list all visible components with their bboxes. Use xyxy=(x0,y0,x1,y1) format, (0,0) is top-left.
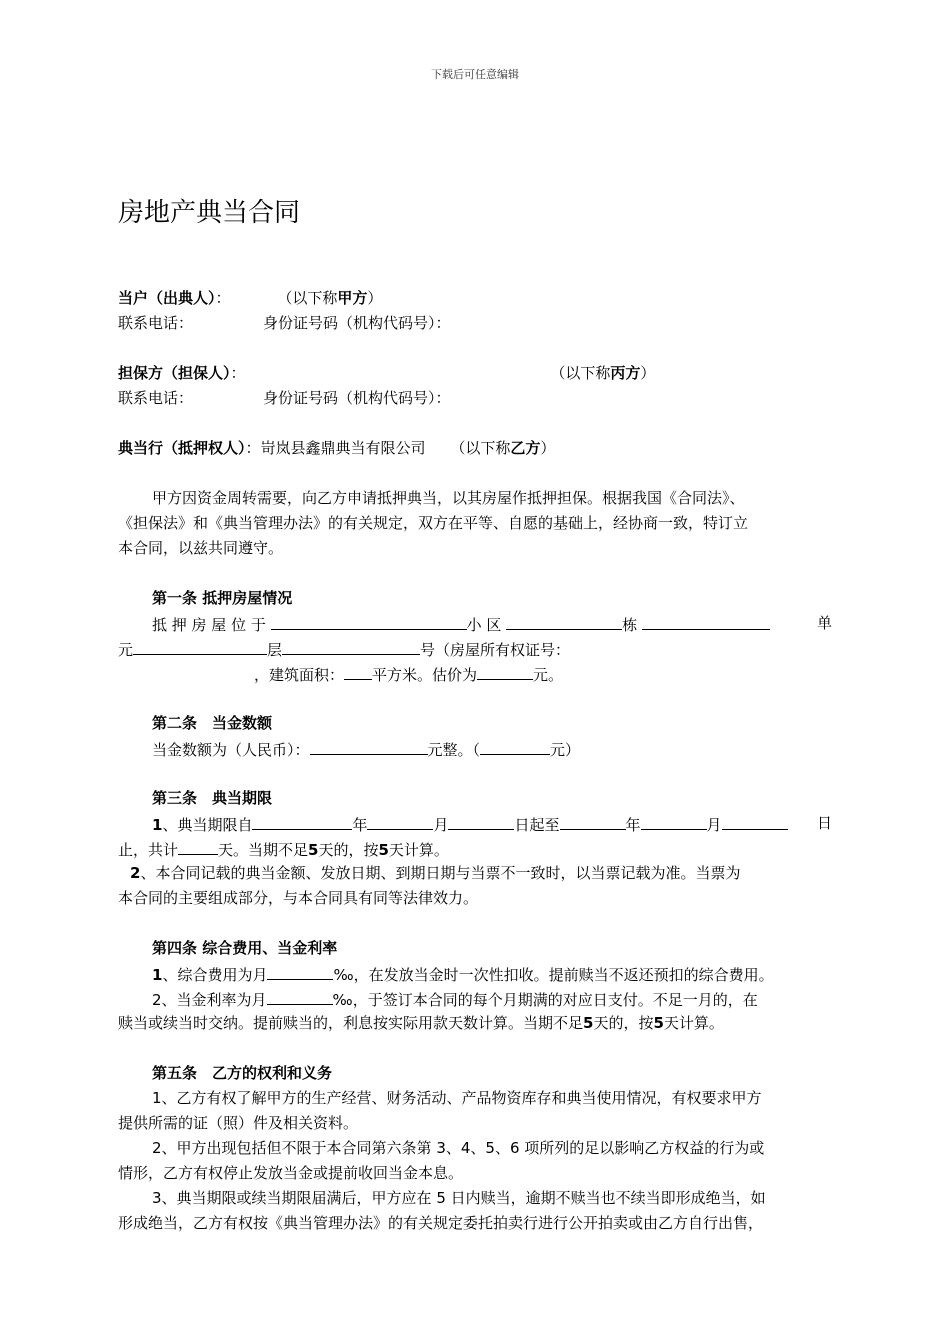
a4-days-rule: 天的，按 xyxy=(593,1014,654,1032)
pawner-ref-close: ） xyxy=(367,289,383,307)
a2-amount-label: 当金数额为（人民币）： xyxy=(152,741,310,759)
unit-blank xyxy=(133,638,267,655)
article-2-line-1 xyxy=(118,738,866,760)
intro-line-2: 《担保法》和《典当管理办法》的有关规定，双方在平等、自愿的基础上，经协商一致，特订立 xyxy=(118,514,749,532)
a4-five-1: 5 xyxy=(583,1014,594,1032)
id-label: 身份证号码（机构代码号）： xyxy=(263,314,451,332)
pawnshop-line xyxy=(118,438,832,458)
article-5-heading: 第五条 乙方的权利和义务 xyxy=(152,1064,333,1082)
a1-valuation-label: 平方米。估价为 xyxy=(372,666,478,684)
a3-five-1: 5 xyxy=(308,841,319,859)
pawner-line xyxy=(118,288,832,308)
a3-year-1: 年 xyxy=(352,816,368,834)
article-1-heading: 第一条 抵押房屋情况 xyxy=(152,589,293,607)
a3-num-2: 2 xyxy=(130,864,141,882)
id-label-2: 身份证号码（机构代码号）： xyxy=(263,389,451,407)
guarantor-ref-close: ） xyxy=(640,364,656,382)
pawnshop-ref-close: ） xyxy=(540,439,556,457)
a1-location-label: 抵 押 房 屋 位 于 xyxy=(152,616,266,634)
a2-amount-suffix: 元整。（ xyxy=(427,741,481,759)
article-3-line-2 xyxy=(118,838,832,860)
a4-redeem-text: 赎当或续当时交纳。提前赎当的，利息按实际用款天数计算。当期不足 xyxy=(118,1014,584,1032)
guarantor-ref: 丙方 xyxy=(610,364,641,382)
area-blank xyxy=(344,663,372,680)
a3-month-2: 月 xyxy=(706,816,722,834)
pawner-ref: 甲方 xyxy=(337,289,368,307)
end-month-blank xyxy=(641,813,707,830)
a1-number-label: 号（房屋所有权证号： xyxy=(420,641,571,659)
article-3-line-1 xyxy=(118,813,832,835)
guarantor-contact-line xyxy=(118,388,832,408)
a4-days-calc: 天计算。 xyxy=(663,1014,724,1032)
article-4-line-1 xyxy=(118,963,866,985)
article-4-heading: 第四条 综合费用、当金利率 xyxy=(152,939,338,957)
a4-permil-2: ‰ xyxy=(332,991,353,1009)
a3-day-label: 日 xyxy=(816,814,832,832)
interest-rate-blank xyxy=(267,988,333,1005)
pawner-label: 当户（出典人） xyxy=(118,289,216,307)
a3-term-label: 、典当期限自 xyxy=(162,816,253,834)
article-3-line-4: 本合同的主要组成部分，与本合同具有同等法律效力。 xyxy=(118,889,479,907)
a3-days-short: 天。当期不足 xyxy=(218,841,309,859)
amount-number-blank xyxy=(480,738,550,755)
start-month-blank xyxy=(367,813,433,830)
start-year-blank xyxy=(252,813,352,830)
floor-blank xyxy=(282,638,420,655)
amount-blank xyxy=(310,738,428,755)
pawner-contact-line xyxy=(118,313,832,333)
article-1-line-2 xyxy=(118,638,832,660)
phone-label-2: 联系电话： xyxy=(118,389,194,407)
article-2-heading: 第二条 当金数额 xyxy=(152,714,273,732)
document-title: 房地产典当合同 xyxy=(118,198,301,228)
article-4-line-2 xyxy=(118,988,832,1010)
article-5-p3-line-2: 形成绝当，乙方有权按《典当管理办法》的有关规定委托拍卖行进行公开拍卖或由乙方自行出售， xyxy=(118,1214,764,1232)
a1-yuan: 元。 xyxy=(533,666,564,684)
total-days-blank xyxy=(178,838,218,855)
pawner-colon: ： xyxy=(215,289,231,307)
pawnshop-colon: ： xyxy=(245,439,261,457)
a4-five-2: 5 xyxy=(653,1014,664,1032)
article-1-line-1 xyxy=(118,613,832,635)
pawnshop-name: 岢岚县鑫鼎典当有限公司 xyxy=(260,439,426,457)
building-blank xyxy=(642,613,770,630)
pawnshop-label: 典当行（抵押权人） xyxy=(118,439,246,457)
article-3-line-3 xyxy=(130,863,832,883)
a3-from-label: 日起至 xyxy=(514,816,560,834)
a4-permil-1: ‰ xyxy=(333,966,354,984)
article-1-line-3 xyxy=(118,663,832,685)
guarantor-line xyxy=(118,363,832,383)
a4-interest-text: ，于签订本合同的每个月期满的对应日支付。不足一月的，在 xyxy=(352,991,758,1009)
pawner-ref-open: （以下称 xyxy=(277,289,338,307)
a3-total-label: 止，共计 xyxy=(118,841,179,859)
a1-community-label: 小 区 xyxy=(466,616,502,634)
a4-num-1: 1 xyxy=(152,966,163,984)
article-5-p2-line-2: 情形，乙方有权停止发放当金或提前收回当金本息。 xyxy=(118,1164,464,1182)
phone-label: 联系电话： xyxy=(118,314,194,332)
article-5-p3-line-1: 3、典当期限或续当期限届满后，甲方应在 5 日内赎当，逾期不赎当也不续当即形成绝当，如 xyxy=(152,1189,766,1207)
end-day-blank xyxy=(722,813,788,830)
a4-interest-label: 2、当金利率为月 xyxy=(152,991,267,1009)
pawnshop-ref-open: （以下称 xyxy=(450,439,511,457)
a1-floor-label: 层 xyxy=(267,641,283,659)
start-day-blank xyxy=(448,813,514,830)
article-3-heading: 第三条 典当期限 xyxy=(152,789,273,807)
intro-line-1: 甲方因资金周转需要，向乙方申请抵押典当，以其房屋作抵押担保。根据我国《合同法》、 xyxy=(152,489,745,507)
community-blank xyxy=(506,613,622,630)
article-5-p1-line-2: 提供所需的证（照）件及相关资料。 xyxy=(118,1114,359,1132)
a2-yuan: 元） xyxy=(550,741,581,759)
a3-clause-2: 、本合同记载的典当金额、发放日期、到期日期与当票不一致时，以当票记载为准。当票为 xyxy=(140,864,741,882)
a3-year-2: 年 xyxy=(625,816,641,834)
address-blank xyxy=(271,613,467,630)
a1-unit-cont: 元 xyxy=(118,641,134,659)
a3-num-1: 1 xyxy=(152,816,163,834)
article-4-line-3 xyxy=(118,1013,832,1033)
header-note: 下载后可任意编辑 xyxy=(431,68,519,81)
article-5-p1-line-1: 1、乙方有权了解甲方的生产经营、财务活动、产品物资库存和典当使用情况，有权要求甲方 xyxy=(152,1089,762,1107)
end-year-blank xyxy=(560,813,626,830)
a3-month-1: 月 xyxy=(433,816,449,834)
fee-rate-blank xyxy=(267,963,333,980)
a3-days-rule: 天的，按 xyxy=(318,841,379,859)
guarantor-label: 担保方（担保人） xyxy=(118,364,231,382)
article-5-p2-line-1: 2、甲方出现包括但不限于本合同第六条第 3、4、5、6 项所列的足以影响乙方权益的行为或 xyxy=(152,1139,765,1157)
guarantor-colon: ： xyxy=(230,364,246,382)
a3-days-calc: 天计算。 xyxy=(388,841,449,859)
intro-line-3: 本合同，以兹共同遵守。 xyxy=(118,539,284,557)
a4-fee-text: ，在发放当金时一次性扣收。提前赎当不返还预扣的综合费用。 xyxy=(353,966,774,984)
a1-building-label: 栋 xyxy=(622,616,638,634)
pawnshop-ref: 乙方 xyxy=(510,439,541,457)
guarantor-ref-open: （以下称 xyxy=(550,364,611,382)
a4-fee-label: 、综合费用为月 xyxy=(162,966,268,984)
valuation-blank xyxy=(477,663,533,680)
a1-area-label: ，建筑面积： xyxy=(254,666,345,684)
a1-unit-label: 单 xyxy=(816,614,832,632)
a3-five-2: 5 xyxy=(378,841,389,859)
